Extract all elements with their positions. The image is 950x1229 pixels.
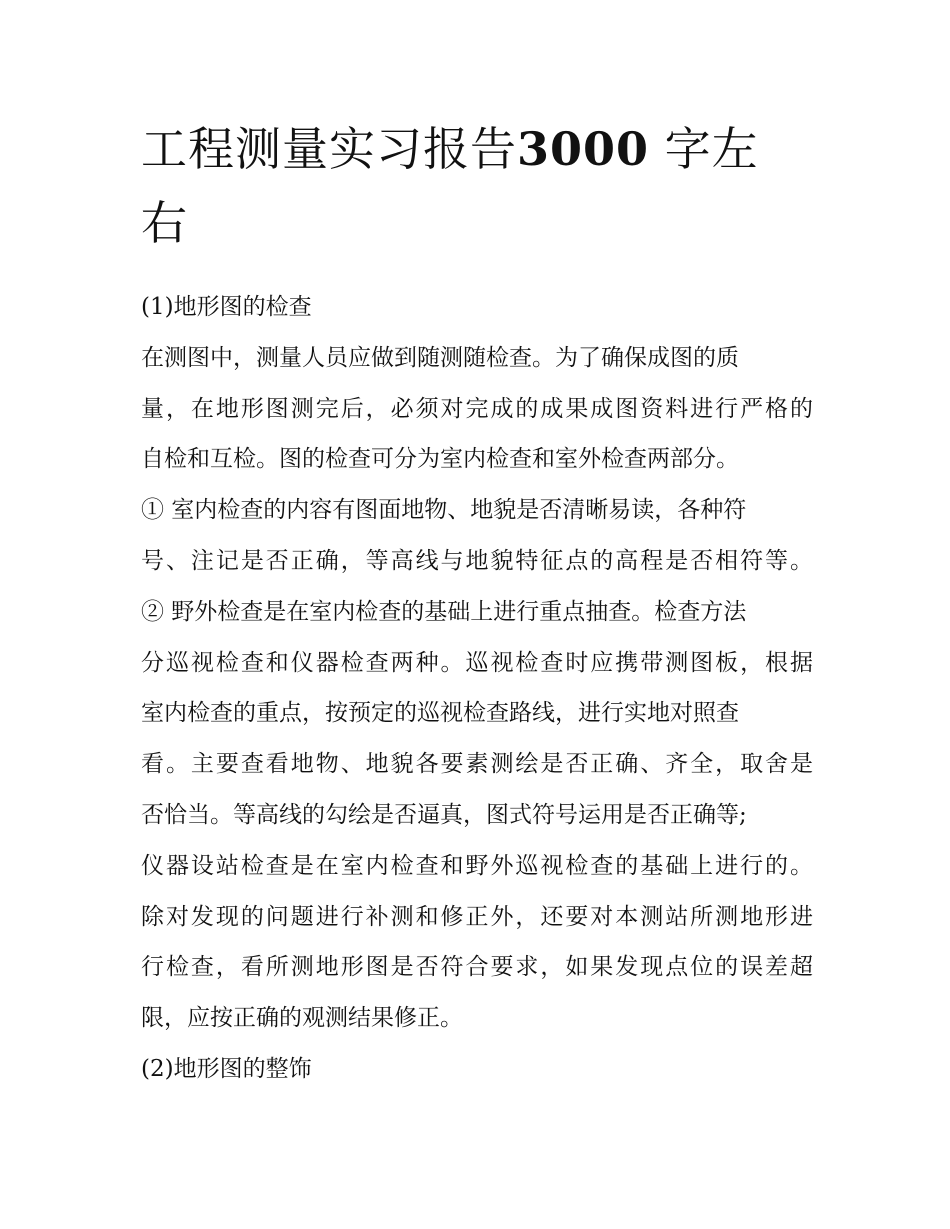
paragraph-line: 量，在地形图测完后，必须对完成的成果成图资料进行严格的 — [141, 395, 813, 422]
document-page — [141, 112, 813, 1095]
paragraph-line: 除对发现的问题进行补测和修正外，还要对本测站所测地形进 — [141, 903, 813, 930]
title-suffix: 字左 — [664, 122, 759, 176]
paragraph-line: ② 野外检查是在室内检查的基础上进行重点抽查。检查方法 — [141, 598, 747, 625]
paragraph-line: 自检和互检。图的检查可分为室内检查和室外检查两部分。 — [141, 446, 739, 473]
document-title — [141, 112, 781, 260]
title-line-2: 右 — [141, 196, 188, 250]
section-heading-1: (1)地形图的检查 — [141, 294, 312, 320]
paragraph-line: 限，应按正确的观测结果修正。 — [141, 1005, 463, 1032]
title-number: 3000 — [517, 122, 650, 176]
paragraph-line: 看。主要查看地物、地貌各要素测绘是否正确、齐全，取舍是 — [141, 751, 813, 778]
paragraph-line: 在测图中，测量人员应做到随测随检查。为了确保成图的质 — [141, 344, 739, 371]
document-body — [141, 282, 813, 1095]
paragraph-line: 仪器设站检查是在室内检查和野外巡视检查的基础上进行的。 — [141, 852, 813, 879]
paragraph-line: 分巡视检查和仪器检查两种。巡视检查时应携带测图板，根据 — [141, 649, 813, 676]
paragraph-line: 室内检查的重点，按预定的巡视检查路线，进行实地对照查 — [141, 700, 739, 727]
paragraph-line: 否恰当。等高线的勾绘是否逼真，图式符号运用是否正确等; — [141, 801, 747, 828]
section-heading-2: (2)地形图的整饰 — [141, 1055, 312, 1082]
title-prefix: 工程测量实习报告 — [141, 122, 517, 176]
paragraph-line: ① 室内检查的内容有图面地物、地貌是否清晰易读，各种符 — [141, 497, 747, 524]
paragraph-line: 行检查，看所测地形图是否符合要求，如果发现点位的误差超 — [141, 954, 813, 981]
paragraph-line: 号、注记是否正确，等高线与地貌特征点的高程是否相符等。 — [141, 547, 813, 574]
